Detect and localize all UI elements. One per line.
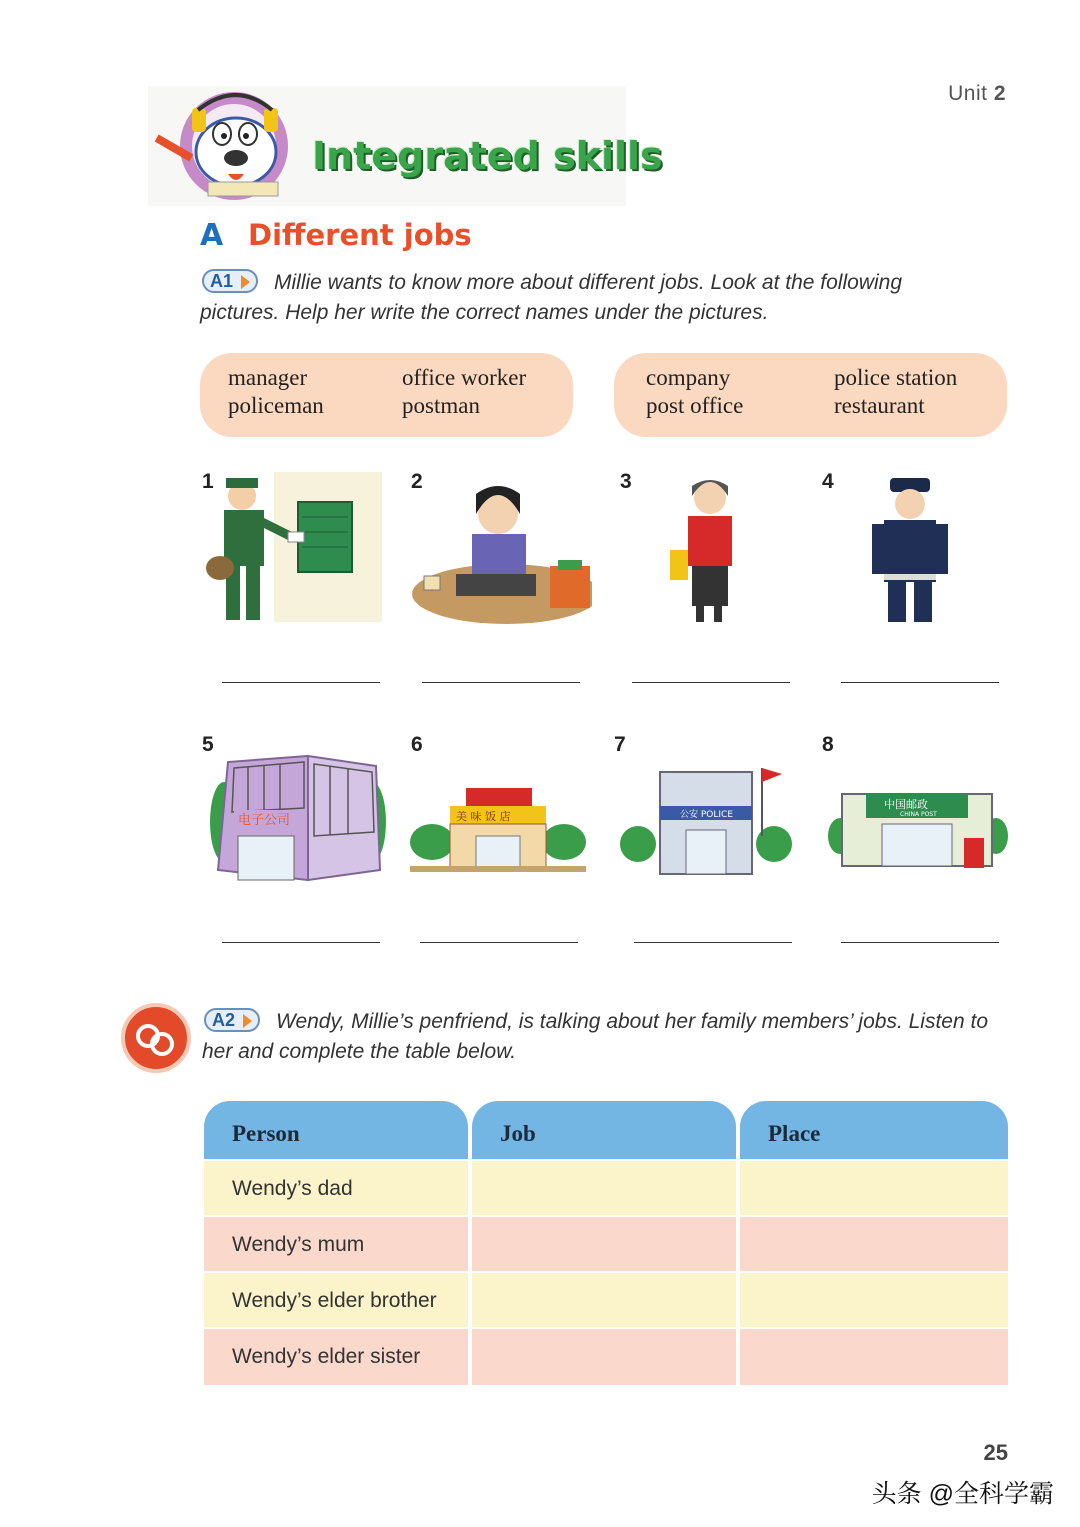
page-number: 25 bbox=[983, 1440, 1008, 1465]
manager-picture-icon bbox=[660, 472, 774, 626]
picture-number-2: 2 bbox=[411, 470, 423, 493]
a1-badge: A1 bbox=[202, 269, 258, 293]
banner-title: Integrated skills bbox=[312, 134, 663, 178]
word-postman: postman bbox=[402, 393, 480, 418]
cell-place-4[interactable] bbox=[740, 1329, 1008, 1385]
cell-place-2[interactable] bbox=[740, 1217, 1008, 1271]
section-letter: A bbox=[200, 218, 224, 253]
police-station-building-icon bbox=[620, 766, 792, 878]
word-box-places bbox=[614, 353, 1007, 437]
word-box-jobs bbox=[200, 353, 573, 437]
cell-person-1: Wendy’s dad bbox=[204, 1161, 468, 1215]
company-building-icon bbox=[208, 752, 386, 884]
word-office-worker: office worker bbox=[402, 365, 527, 390]
word-manager: manager bbox=[228, 365, 308, 390]
post-office-building-icon bbox=[828, 780, 1008, 876]
picture-number-4: 4 bbox=[822, 470, 834, 493]
restaurant-building-icon bbox=[410, 776, 586, 874]
restaurant-sign: 美 味 饭 店 bbox=[456, 810, 511, 823]
answer-line-1[interactable] bbox=[222, 682, 380, 683]
header-place: Place bbox=[740, 1101, 1008, 1159]
cell-job-1[interactable] bbox=[472, 1161, 736, 1215]
section-title: Different jobs bbox=[248, 218, 472, 252]
company-sign: 电子公司 bbox=[238, 813, 291, 828]
word-post-office: post office bbox=[646, 393, 744, 418]
cell-place-3[interactable] bbox=[740, 1273, 1008, 1327]
police-sign: 公安 POLICE bbox=[680, 810, 734, 820]
policeman-picture-icon bbox=[850, 474, 976, 626]
answer-line-4[interactable] bbox=[841, 682, 999, 683]
cell-job-3[interactable] bbox=[472, 1273, 736, 1327]
picture-number-5: 5 bbox=[202, 733, 214, 756]
office-worker-picture-icon bbox=[410, 474, 592, 626]
cell-person-2: Wendy’s mum bbox=[204, 1217, 468, 1271]
cell-place-1[interactable] bbox=[740, 1161, 1008, 1215]
cell-person-4: Wendy’s elder sister bbox=[204, 1329, 468, 1385]
word-police-station: police station bbox=[834, 365, 958, 390]
unit-label: Unit 2 bbox=[948, 82, 1006, 105]
answer-line-5[interactable] bbox=[222, 942, 380, 943]
answer-line-7[interactable] bbox=[634, 942, 792, 943]
header-person: Person bbox=[204, 1101, 468, 1159]
picture-number-1: 1 bbox=[202, 470, 214, 493]
postman-picture-icon bbox=[202, 472, 382, 622]
word-company: company bbox=[646, 365, 731, 390]
dog-mascot-icon bbox=[148, 86, 318, 206]
word-restaurant: restaurant bbox=[834, 393, 925, 418]
picture-number-7: 7 bbox=[614, 733, 626, 756]
picture-number-3: 3 bbox=[620, 470, 632, 493]
a2-instruction: Wendy, Millie’s penfriend, is talking about her family members’ jobs. Listen to her and complete the table below. bbox=[202, 1010, 989, 1063]
post-office-sign-en: CHINA POST bbox=[900, 811, 937, 818]
answer-line-2[interactable] bbox=[422, 682, 580, 683]
picture-number-6: 6 bbox=[411, 733, 423, 756]
a1-instruction: Millie wants to know more about different jobs. Look at the following pictures. Help her write the correct names under the pictures. bbox=[200, 271, 903, 324]
answer-line-8[interactable] bbox=[841, 942, 999, 943]
watermark: 头条 @全科学霸 bbox=[871, 1480, 1054, 1508]
listening-icon bbox=[118, 1000, 194, 1076]
cell-job-2[interactable] bbox=[472, 1217, 736, 1271]
cell-job-4[interactable] bbox=[472, 1329, 736, 1385]
post-office-sign: 中国邮政 bbox=[884, 798, 928, 811]
cell-person-3: Wendy’s elder brother bbox=[204, 1273, 468, 1327]
answer-line-3[interactable] bbox=[632, 682, 790, 683]
answer-line-6[interactable] bbox=[420, 942, 578, 943]
word-policeman: policeman bbox=[228, 393, 324, 418]
a2-badge: A2 bbox=[204, 1008, 260, 1032]
header-job: Job bbox=[472, 1101, 736, 1159]
picture-number-8: 8 bbox=[822, 733, 834, 756]
